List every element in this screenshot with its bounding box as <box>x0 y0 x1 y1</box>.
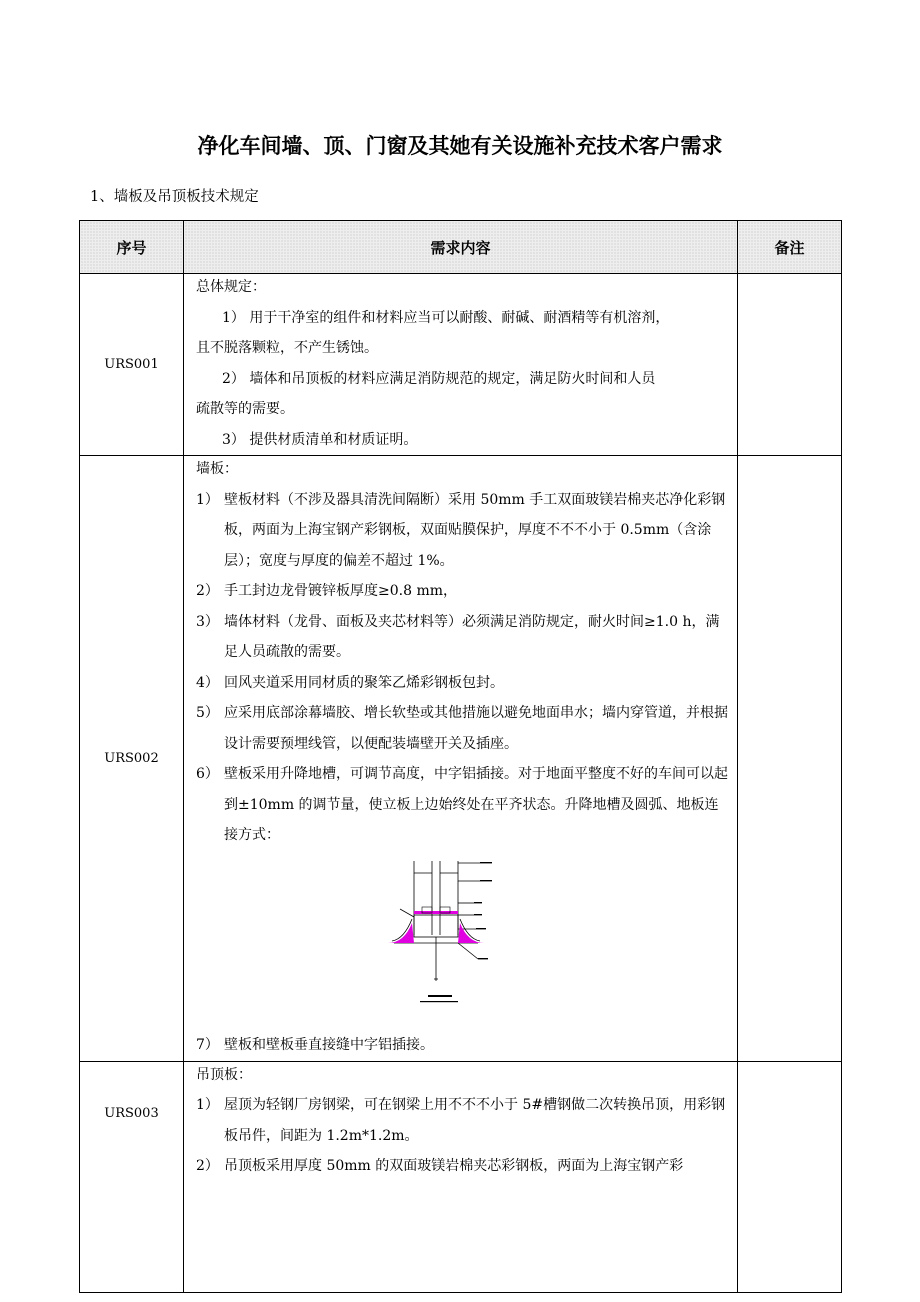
row-content <box>184 456 738 1062</box>
table-row <box>80 1061 842 1292</box>
header-content: 需求内容 <box>184 221 738 274</box>
row-content <box>184 1061 738 1292</box>
block-heading: 吊顶板： <box>196 1066 252 1083</box>
list-item <box>196 1151 729 1182</box>
item-number: 3） <box>196 613 219 630</box>
header-id: 序号 <box>80 221 184 274</box>
item-text: 壁板材料（不涉及器具清洗间隔断）采用 50mm 手工双面玻镁岩棉夹芯净化彩钢板，两面为上海宝钢产彩钢板，双面贴膜保护，厚度不不不小于 0.5mm（含涂层）；宽度与厚度的偏差不超过 1%。 <box>224 491 726 569</box>
row-remark <box>738 274 842 456</box>
wall-slot-diagram <box>384 853 494 1015</box>
requirements-table <box>79 220 842 1293</box>
list-item <box>196 485 729 577</box>
item-number: 1） <box>196 1097 219 1113</box>
item-number: 1） <box>196 491 219 508</box>
list-item <box>196 607 729 668</box>
row-id: URS002 <box>80 456 184 1062</box>
list-item-continued: 且不脱落颗粒，不产生锈蚀。 <box>196 340 378 356</box>
list-item: 2） 墙体和吊顶板的材料应满足消防规范的规定，满足防火时间和人员 <box>222 370 656 387</box>
header-remark: 备注 <box>738 221 842 274</box>
table-row <box>80 456 842 1062</box>
item-number: 7） <box>196 1037 219 1053</box>
list-item <box>196 1090 729 1151</box>
row-content <box>184 274 738 456</box>
item-number: 2） <box>196 583 219 599</box>
block-heading: 墙板： <box>196 461 238 477</box>
table-row <box>80 274 842 456</box>
row-id: URS001 <box>80 274 184 456</box>
document-title: 净化车间墙、顶、门窗及其她有关设施补充技术客户需求 <box>197 134 723 158</box>
list-item <box>196 1030 729 1061</box>
item-number: 2） <box>196 1158 219 1174</box>
list-item <box>196 759 729 851</box>
list-item: 1） 用于干净室的组件和材料应当可以耐酸、耐碱、耐酒精等有机溶剂， <box>222 309 670 326</box>
item-text: 壁板和壁板垂直接缝中字铝插接。 <box>224 1037 434 1053</box>
item-text: 应采用底部涂幕墙胶、增长软垫或其他措施以避免地面串水；墙内穿管道，并根据设计需要预埋线管，以便配装墙壁开关及插座。 <box>224 705 728 752</box>
table-header-row <box>80 221 842 274</box>
item-text: 屋顶为轻钢厂房钢梁，可在钢梁上用不不不小于 5#槽钢做二次转换吊顶，用彩钢板吊件，间距为 1.2m*1.2m。 <box>224 1097 726 1144</box>
item-text: 壁板采用升降地槽，可调节高度，中字铝插接。对于地面平整度不好的车间可以起到±10mm 的调节量，使立板上边始终处在平齐状态。升降地槽及圆弧、地板连接方式： <box>224 766 728 843</box>
row-remark <box>738 1061 842 1292</box>
item-number: 4） <box>196 674 219 691</box>
list-item: 3） 提供材质清单和材质证明。 <box>222 431 418 448</box>
row-remark <box>738 456 842 1062</box>
item-text: 墙体材料（龙骨、面板及夹芯材料等）必须满足消防规定，耐火时间≥1.0 h，满足人员疏散的需要。 <box>224 613 720 660</box>
row-id: URS003 <box>80 1061 184 1292</box>
list-item <box>196 576 729 607</box>
item-text: 吊顶板采用厚度 50mm 的双面玻镁岩棉夹芯彩钢板，两面为上海宝钢产彩 <box>224 1158 684 1174</box>
item-number: 6） <box>196 766 219 782</box>
list-item <box>196 668 729 699</box>
list-item-continued: 疏散等的需要。 <box>196 401 294 417</box>
section-heading: 1、墙板及吊顶板技术规定 <box>90 189 259 205</box>
list-item <box>196 698 729 759</box>
item-text: 回风夹道采用同材质的聚笨乙烯彩钢板包封。 <box>224 674 504 691</box>
block-heading: 总体规定： <box>196 279 266 295</box>
item-number: 5） <box>196 705 219 721</box>
item-text: 手工封边龙骨镀锌板厚度≥0.8 mm， <box>224 583 457 599</box>
